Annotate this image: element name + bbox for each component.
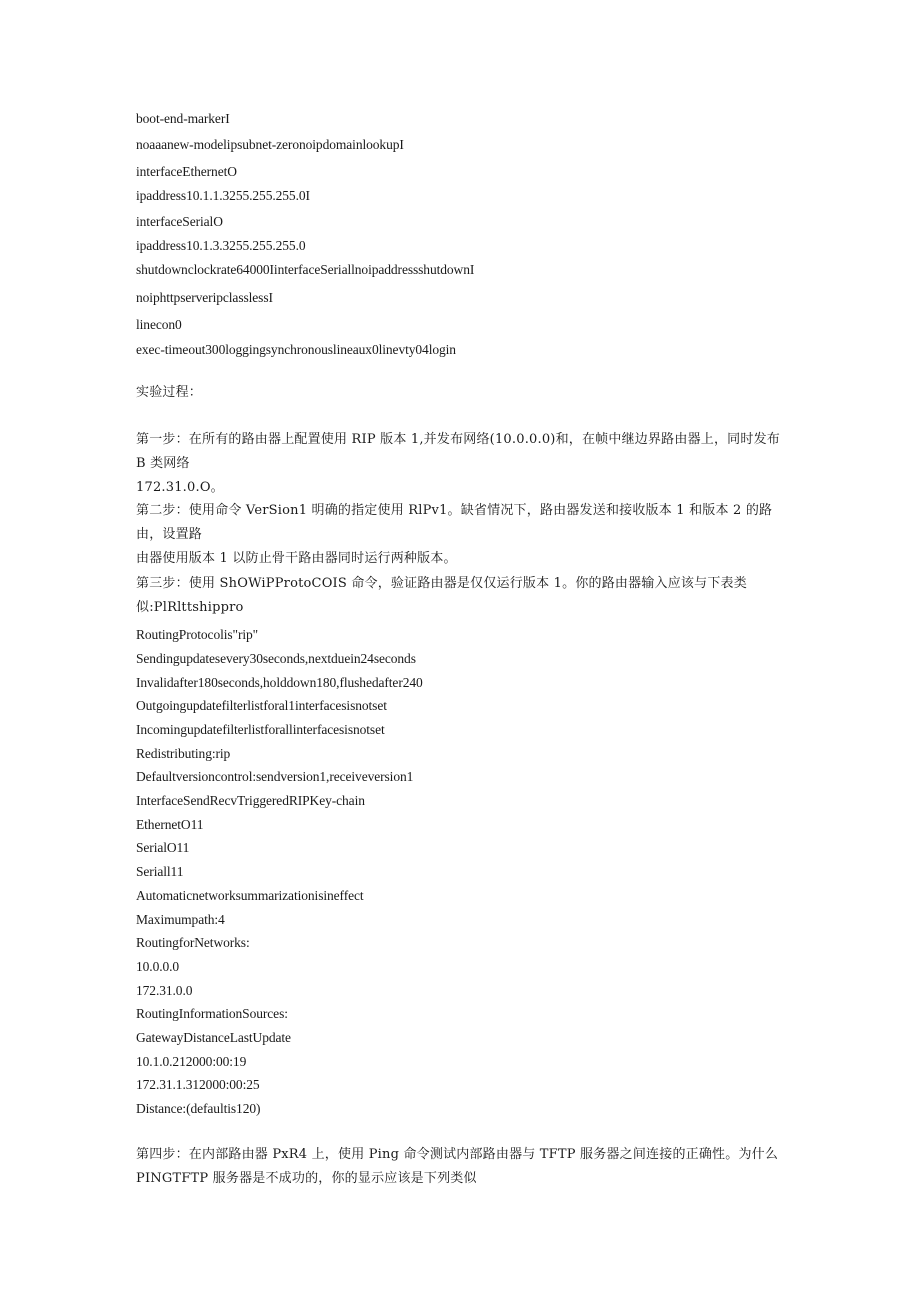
output-line: Incomingupdatefilterlistforallinterfacesisnotset [136,722,385,737]
config-line: ipaddress10.1.1.3255.255.255.0I [136,188,310,203]
step-4-paragraph [136,1143,786,1191]
config-line: shutdownclockrate64000IinterfaceSeriallnoipaddressshutdownI [136,262,475,277]
config-line: noiphttpserveripclasslessI [136,290,273,305]
output-line: 10.1.0.212000:00:19 [136,1054,247,1069]
config-line: exec-timeout300loggingsynchronouslineaux0linevty04login [136,342,456,357]
output-line: Sendingupdatesevery30seconds,nextduein24seconds [136,651,416,666]
output-line: Redistributing:rip [136,746,231,761]
output-line: Invalidafter180seconds,holddown180,flushedafter240 [136,675,423,690]
output-line: RoutingProtocolis"rip" [136,627,259,642]
output-line: Seriall11 [136,864,184,879]
step-3-line-1: 第三步：使用 ShOWiPProtoCOIS 命令，验证路由器是仅仅运行版本 1。你的路由器输入应该与下表类 [136,576,747,591]
step-4-line-2: PINGTFTP 服务器是不成功的，你的显示应该是下列类似 [136,1171,477,1186]
output-line: 172.31.0.0 [136,983,193,998]
config-line: boot-end-markerI [136,111,230,126]
section-title: 实验过程： [136,385,203,400]
step-2-line-1: 第二步：使用命令 VerSion1 明确的指定使用 RlPv1。缺省情况下，路由器发送和接收版本 1 和版本 2 的路由，设置路 [136,503,773,542]
step-1-line-1: 第一步：在所有的路由器上配置使用 RIP 版本 1,并发布网络(10.0.0.0)和，在帧中继边界路由器上，同时发布 B 类网络 [136,432,780,471]
output-line: 172.31.1.312000:00:25 [136,1077,260,1092]
step-1-paragraph [136,428,786,500]
step-2-paragraph [136,499,786,571]
config-line: interfaceSerialO [136,214,223,229]
step-2-line-2: 由器使用版本 1 以防止骨干路由器同时运行两种版本。 [136,551,457,566]
output-line: Automaticnetworksummarizationisineffect [136,888,364,903]
output-line: Defaultversioncontrol:sendversion1,receiveversion1 [136,769,414,784]
output-line: RoutingInformationSources: [136,1006,288,1021]
step-1-line-2: 172.31.0.O。 [136,480,224,495]
step-4-line-1: 第四步：在内部路由器 PxR4 上，使用 Ping 命令测试内部路由器与 TFTP 服务器之间连接的正确性。为什么 [136,1147,779,1162]
output-line: Distance:(defaultis120) [136,1101,261,1116]
output-line: 10.0.0.0 [136,959,180,974]
output-line: Outgoingupdatefilterlistforal1interfacesisnotset [136,698,387,713]
output-line: EthernetO11 [136,817,204,832]
config-line: interfaceEthernetO [136,164,237,179]
step-3-paragraph [136,572,786,620]
output-line: Maximumpath:4 [136,912,225,927]
output-line: InterfaceSendRecvTriggeredRIPKey-chain [136,793,365,808]
config-line: noaaanew-modelipsubnet-zeronoipdomainlookupI [136,137,404,152]
config-line: linecon0 [136,317,182,332]
output-line: SerialO11 [136,840,190,855]
output-line: GatewayDistanceLastUpdate [136,1030,291,1045]
step-3-line-2: 似:PlRlttshippro [136,600,244,615]
config-line: ipaddress10.1.3.3255.255.255.0 [136,238,306,253]
output-line: RoutingforNetworks: [136,935,250,950]
